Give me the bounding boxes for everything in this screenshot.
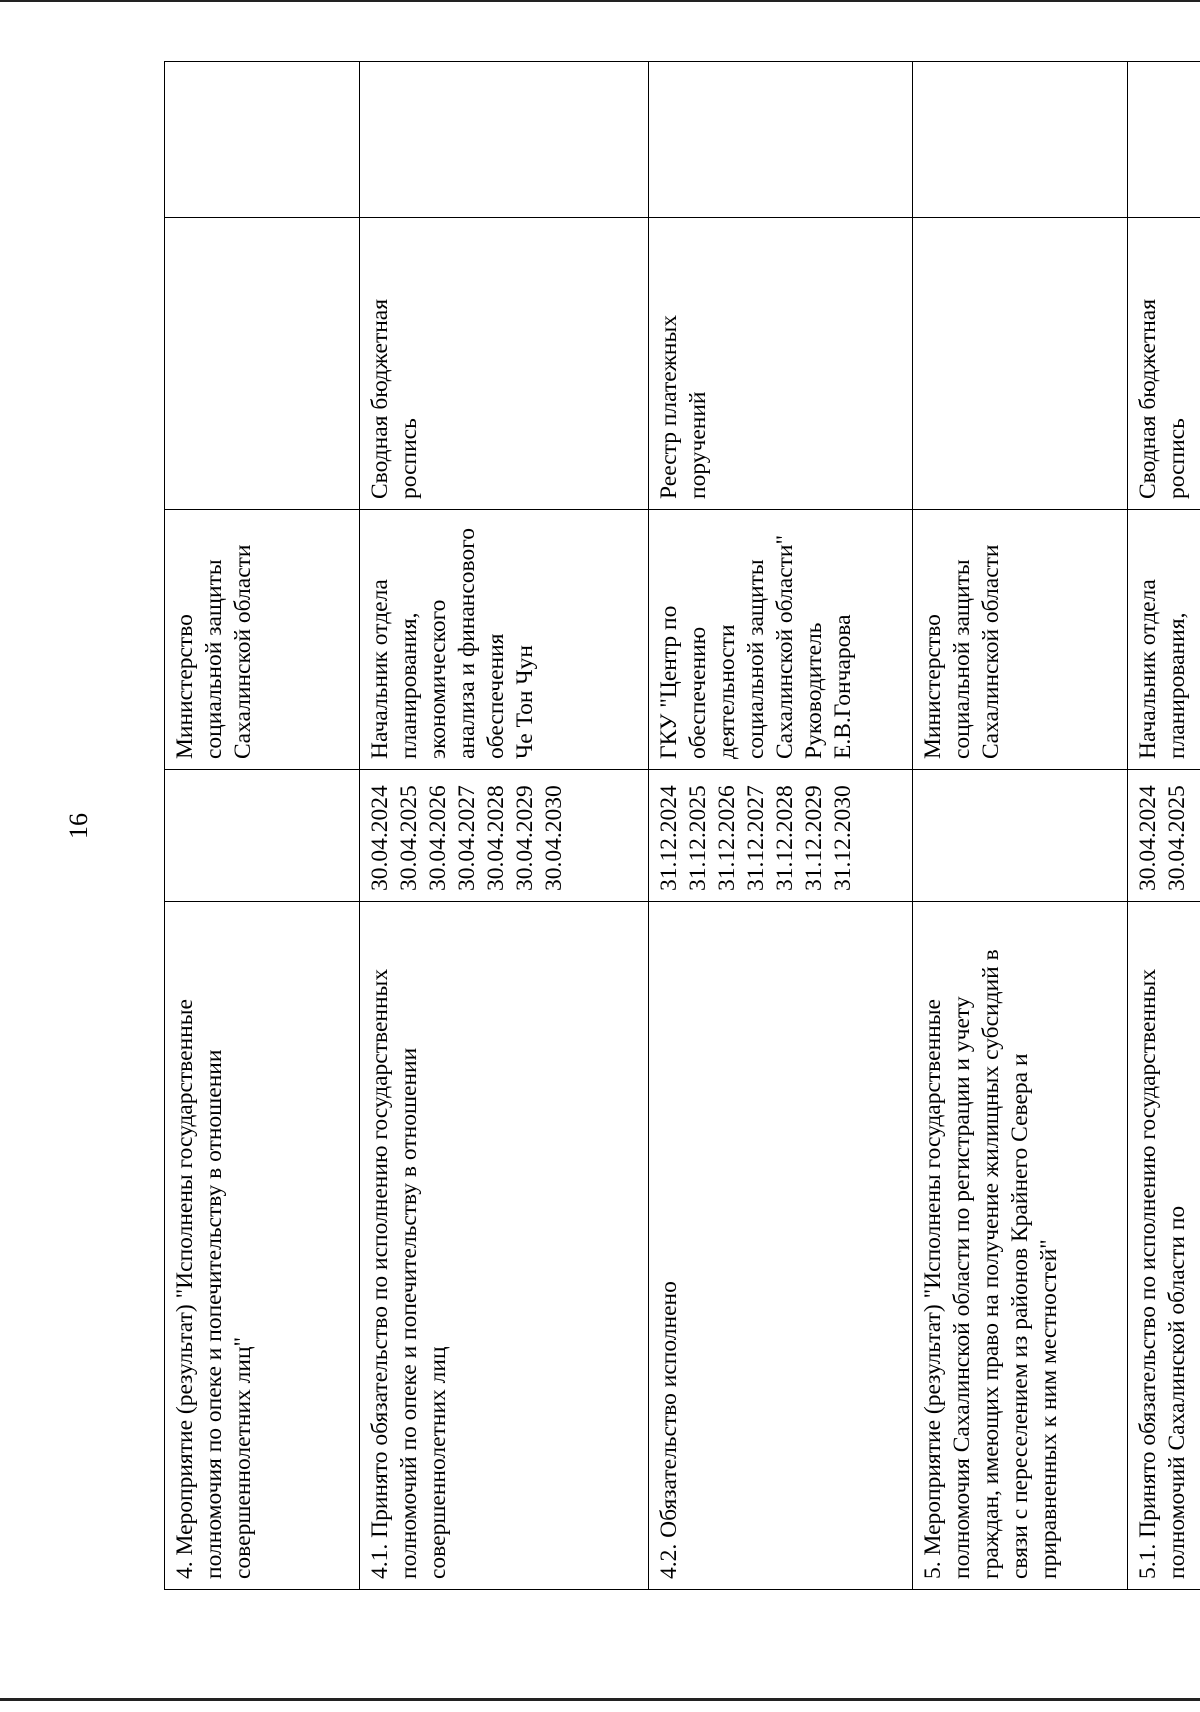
document-cell bbox=[912, 218, 1127, 510]
measure-title-cell: 4.2. Обязательство исполнено bbox=[648, 902, 912, 1590]
deadline-date: 30.04.2024 bbox=[1134, 785, 1161, 891]
deadline-date: 30.04.2030 bbox=[541, 785, 568, 891]
measure-title-cell: 4.1. Принято обязательство по исполнению государственных полномочий по опеке и попечительству в отношении совершеннолетних лиц bbox=[360, 902, 648, 1590]
deadline-date: 31.12.2028 bbox=[771, 785, 798, 891]
responsible-cell: Начальник отдела планирования, bbox=[1127, 510, 1200, 770]
deadline-dates-cell bbox=[165, 770, 360, 902]
responsible-cell: Министерство социальной защиты Сахалинской области bbox=[165, 510, 360, 770]
table-row bbox=[912, 62, 1127, 1590]
page-number: 16 bbox=[64, 813, 93, 839]
deadline-dates-cell bbox=[912, 770, 1127, 902]
responsible-cell: Министерство социальной защиты Сахалинской области bbox=[912, 510, 1127, 770]
deadline-date: 30.04.2024 bbox=[367, 785, 394, 891]
deadline-dates-cell bbox=[648, 770, 912, 902]
deadline-date: 30.04.2025 bbox=[1163, 785, 1190, 891]
scan-bottom-edge bbox=[0, 1698, 1200, 1701]
extra-cell bbox=[360, 62, 648, 218]
measure-title-cell: 5.1. Принято обязательство по исполнению государственных полномочий Сахалинской области по bbox=[1127, 902, 1200, 1590]
responsible-cell: ГКУ "Центр по обеспечению деятельности социальной защиты Сахалинской области" Руководитель Е.В.Гончарова bbox=[648, 510, 912, 770]
deadline-date: 30.04.2029 bbox=[512, 785, 539, 891]
measure-title-cell: 5. Мероприятие (результат) "Исполнены государственные полномочия Сахалинской области по регистрации и учету граждан, имеющих право на получение жилищных субсидий в связи с переселением из районов Крайнего Севера и приравненных к ним местностей" bbox=[912, 902, 1127, 1590]
deadline-date: 31.12.2027 bbox=[742, 785, 769, 891]
deadline-dates-cell bbox=[360, 770, 648, 902]
table-row bbox=[360, 62, 648, 1590]
deadline-date: 31.12.2030 bbox=[829, 785, 856, 891]
rotated-table-container bbox=[164, 62, 1200, 1590]
extra-cell bbox=[912, 62, 1127, 218]
extra-cell bbox=[1127, 62, 1200, 218]
scan-top-edge bbox=[0, 0, 1200, 2]
extra-cell bbox=[165, 62, 360, 218]
responsible-cell: Начальник отдела планирования, экономического анализа и финансового обеспечения Че Тон Чун bbox=[360, 510, 648, 770]
table-row bbox=[648, 62, 912, 1590]
deadline-dates-cell bbox=[1127, 770, 1200, 902]
deadline-date: 30.04.2027 bbox=[454, 785, 481, 891]
document-cell: Сводная бюджетная роспись bbox=[360, 218, 648, 510]
measure-title-cell: 4. Мероприятие (результат) "Исполнены государственные полномочия по опеке и попечительству в отношении совершеннолетних лиц" bbox=[165, 902, 360, 1590]
document-cell: Реестр платежных поручений bbox=[648, 218, 912, 510]
deadline-date: 31.12.2025 bbox=[684, 785, 711, 891]
table-row bbox=[1127, 62, 1200, 1590]
deadline-date: 31.12.2029 bbox=[800, 785, 827, 891]
table-row bbox=[165, 62, 360, 1590]
deadline-date: 31.12.2026 bbox=[713, 785, 740, 891]
document-cell: Сводная бюджетная роспись bbox=[1127, 218, 1200, 510]
extra-cell bbox=[648, 62, 912, 218]
measures-table bbox=[164, 61, 1200, 1590]
deadline-date: 30.04.2026 bbox=[425, 785, 452, 891]
deadline-date: 30.04.2025 bbox=[396, 785, 423, 891]
deadline-date: 31.12.2024 bbox=[655, 785, 682, 891]
document-cell bbox=[165, 218, 360, 510]
deadline-date: 30.04.2028 bbox=[483, 785, 510, 891]
